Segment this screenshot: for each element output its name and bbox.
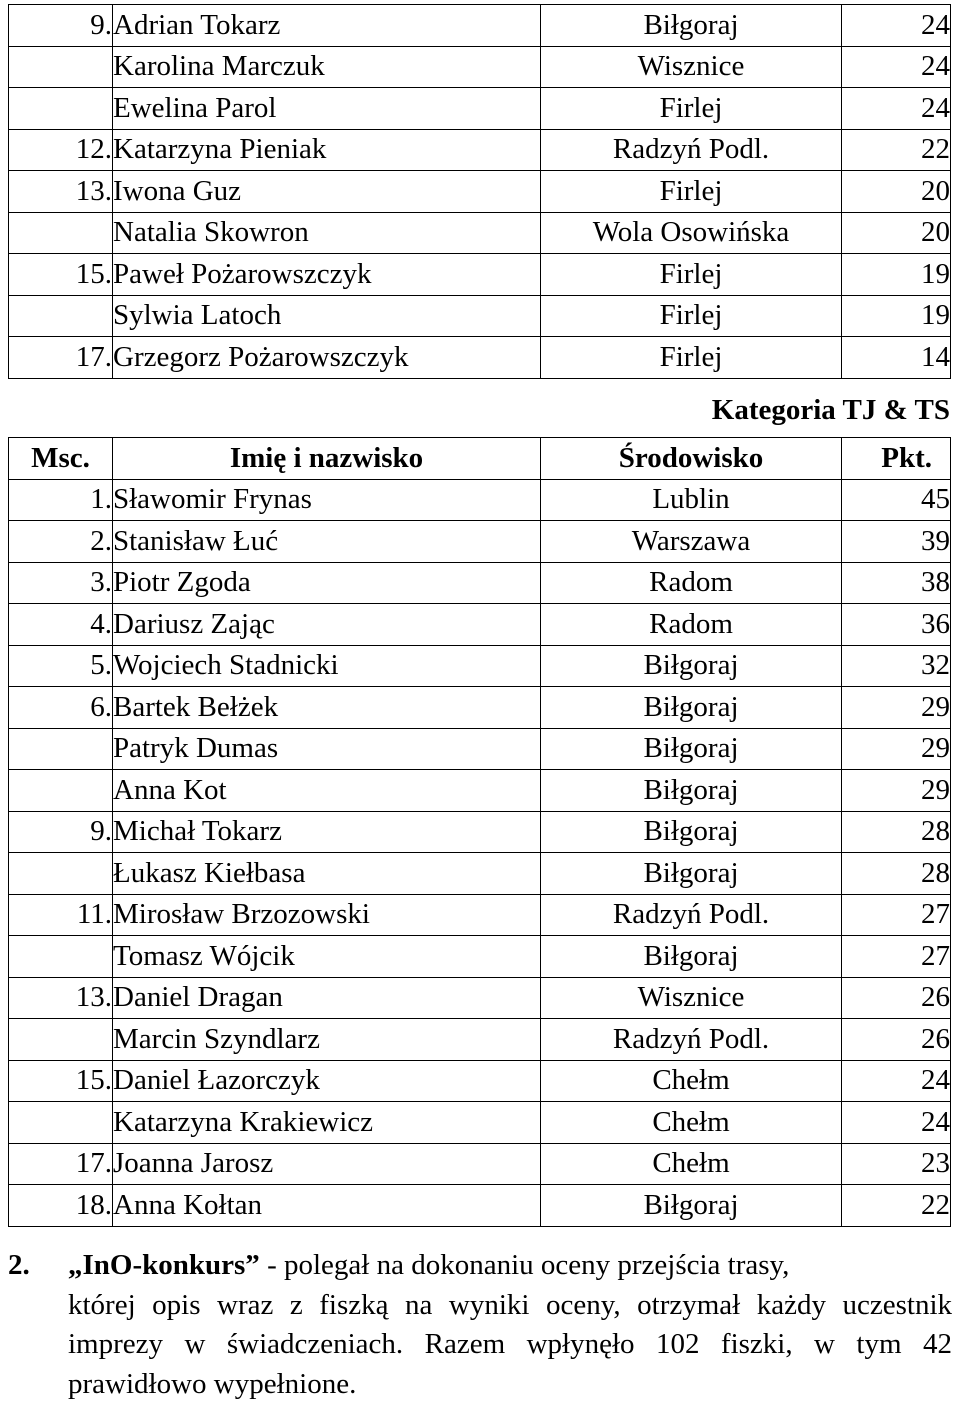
cell-environment: Biłgoraj — [541, 645, 842, 687]
table-row — [9, 254, 951, 296]
table-row — [9, 171, 951, 213]
cell-environment: Biłgoraj — [541, 1185, 842, 1227]
cell-place-rank: 11. — [9, 894, 113, 936]
cell-place-rank: 2. — [9, 521, 113, 563]
cell-environment: Wisznice — [541, 46, 842, 88]
cell-environment: Radzyń Podl. — [541, 129, 842, 171]
table-row — [9, 728, 951, 770]
cell-points: 19 — [842, 254, 951, 296]
cell-points: 38 — [842, 562, 951, 604]
cell-place-rank — [9, 46, 113, 88]
cell-environment: Radzyń Podl. — [541, 894, 842, 936]
table-row — [9, 212, 951, 254]
cell-points: 26 — [842, 977, 951, 1019]
table-row — [9, 853, 951, 895]
cell-points: 39 — [842, 521, 951, 563]
cell-environment: Chełm — [541, 1060, 842, 1102]
cell-place-rank — [9, 770, 113, 812]
cell-environment: Biłgoraj — [541, 728, 842, 770]
table-row — [9, 894, 951, 936]
table-row — [9, 129, 951, 171]
paragraph-text-rest: której opis wraz z fiszką na wyniki oceny, otrzymał każdy uczestnik imprezy w świadczeniach. Razem wpłynęło 102 fiszki, w tym 42 prawidłowo wypełnione. — [8, 1286, 952, 1404]
cell-name: Bartek Bełżek — [113, 687, 541, 729]
cell-place-rank: 5. — [9, 645, 113, 687]
paragraph-number: 2. — [8, 1246, 68, 1286]
table-row — [9, 1019, 951, 1061]
cell-place-rank — [9, 1102, 113, 1144]
cell-environment: Wisznice — [541, 977, 842, 1019]
cell-points: 45 — [842, 479, 951, 521]
cell-place-rank: 9. — [9, 5, 113, 47]
cell-name: Grzegorz Pożarowszczyk — [113, 337, 541, 379]
table-row — [9, 1143, 951, 1185]
cell-place-rank — [9, 1019, 113, 1061]
cell-name: Marcin Szyndlarz — [113, 1019, 541, 1061]
table-header-row — [9, 438, 951, 480]
cell-environment: Firlej — [541, 171, 842, 213]
cell-points: 28 — [842, 811, 951, 853]
cell-environment: Lublin — [541, 479, 842, 521]
header-place: Środowisko — [541, 438, 842, 480]
cell-environment: Biłgoraj — [541, 770, 842, 812]
cell-points: 28 — [842, 853, 951, 895]
cell-name: Anna Kot — [113, 770, 541, 812]
table-row — [9, 562, 951, 604]
ino-konkurs-paragraph — [8, 1246, 952, 1404]
cell-points: 22 — [842, 1185, 951, 1227]
cell-name: Adrian Tokarz — [113, 5, 541, 47]
cell-points: 24 — [842, 5, 951, 47]
table-row — [9, 1102, 951, 1144]
cell-name: Daniel Łazorczyk — [113, 1060, 541, 1102]
cell-name: Anna Kołtan — [113, 1185, 541, 1227]
cell-points: 22 — [842, 129, 951, 171]
cell-points: 24 — [842, 1060, 951, 1102]
cell-place-rank: 15. — [9, 254, 113, 296]
cell-name: Paweł Pożarowszczyk — [113, 254, 541, 296]
cell-place-rank — [9, 88, 113, 130]
cell-points: 14 — [842, 337, 951, 379]
cell-points: 27 — [842, 894, 951, 936]
cell-name: Katarzyna Krakiewicz — [113, 1102, 541, 1144]
table-row — [9, 977, 951, 1019]
cell-name: Łukasz Kiełbasa — [113, 853, 541, 895]
paragraph-text-first: - polegał na dokonaniu oceny przejścia trasy, — [260, 1249, 790, 1281]
cell-name: Tomasz Wójcik — [113, 936, 541, 978]
cell-environment: Firlej — [541, 88, 842, 130]
cell-environment: Firlej — [541, 254, 842, 296]
cell-name: Joanna Jarosz — [113, 1143, 541, 1185]
cell-points: 27 — [842, 936, 951, 978]
cell-name: Iwona Guz — [113, 171, 541, 213]
header-name: Imię i nazwisko — [113, 438, 541, 480]
cell-name: Mirosław Brzozowski — [113, 894, 541, 936]
cell-name: Patryk Dumas — [113, 728, 541, 770]
cell-place-rank: 4. — [9, 604, 113, 646]
cell-environment: Biłgoraj — [541, 853, 842, 895]
cell-place-rank: 6. — [9, 687, 113, 729]
cell-place-rank — [9, 936, 113, 978]
cell-points: 36 — [842, 604, 951, 646]
cell-environment: Biłgoraj — [541, 5, 842, 47]
cell-place-rank: 1. — [9, 479, 113, 521]
table-row — [9, 5, 951, 47]
table-row — [9, 687, 951, 729]
cell-environment: Radom — [541, 604, 842, 646]
table-row — [9, 604, 951, 646]
cell-points: 29 — [842, 770, 951, 812]
cell-place-rank: 18. — [9, 1185, 113, 1227]
table-row — [9, 295, 951, 337]
table-row — [9, 936, 951, 978]
cell-place-rank: 9. — [9, 811, 113, 853]
table-row — [9, 811, 951, 853]
cell-points: 24 — [842, 1102, 951, 1144]
cell-environment: Wola Osowińska — [541, 212, 842, 254]
cell-place-rank — [9, 212, 113, 254]
cell-place-rank: 15. — [9, 1060, 113, 1102]
table-row — [9, 645, 951, 687]
table-row — [9, 46, 951, 88]
header-msc: Msc. — [9, 438, 113, 480]
table-row — [9, 1185, 951, 1227]
cell-name: Stanisław Łuć — [113, 521, 541, 563]
table-row — [9, 337, 951, 379]
cell-name: Karolina Marczuk — [113, 46, 541, 88]
cell-points: 24 — [842, 46, 951, 88]
cell-place-rank — [9, 853, 113, 895]
cell-name: Wojciech Stadnicki — [113, 645, 541, 687]
cell-environment: Radom — [541, 562, 842, 604]
table-row — [9, 1060, 951, 1102]
cell-name: Sławomir Frynas — [113, 479, 541, 521]
cell-place-rank: 13. — [9, 171, 113, 213]
cell-environment: Chełm — [541, 1102, 842, 1144]
cell-place-rank: 17. — [9, 337, 113, 379]
cell-points: 19 — [842, 295, 951, 337]
category-title: Kategoria TJ & TS — [712, 394, 950, 427]
cell-place-rank: 17. — [9, 1143, 113, 1185]
cell-name: Sylwia Latoch — [113, 295, 541, 337]
cell-name: Ewelina Parol — [113, 88, 541, 130]
cell-environment: Warszawa — [541, 521, 842, 563]
cell-place-rank: 13. — [9, 977, 113, 1019]
cell-points: 24 — [842, 88, 951, 130]
cell-points: 26 — [842, 1019, 951, 1061]
table-row — [9, 521, 951, 563]
cell-environment: Firlej — [541, 295, 842, 337]
table-row — [9, 770, 951, 812]
cell-place-rank: 3. — [9, 562, 113, 604]
cell-points: 20 — [842, 212, 951, 254]
cell-name: Natalia Skowron — [113, 212, 541, 254]
paragraph-title: „InO-konkurs” — [68, 1249, 260, 1281]
cell-environment: Biłgoraj — [541, 811, 842, 853]
cell-place-rank — [9, 728, 113, 770]
cell-name: Michał Tokarz — [113, 811, 541, 853]
cell-name: Daniel Dragan — [113, 977, 541, 1019]
results-table-tj-ts — [8, 437, 951, 1227]
table-row — [9, 88, 951, 130]
cell-points: 20 — [842, 171, 951, 213]
cell-points: 23 — [842, 1143, 951, 1185]
cell-place-rank — [9, 295, 113, 337]
cell-points: 32 — [842, 645, 951, 687]
cell-environment: Radzyń Podl. — [541, 1019, 842, 1061]
cell-points: 29 — [842, 728, 951, 770]
cell-environment: Firlej — [541, 337, 842, 379]
cell-place-rank: 12. — [9, 129, 113, 171]
header-points: Pkt. — [842, 438, 951, 480]
cell-name: Piotr Zgoda — [113, 562, 541, 604]
results-table-continued — [8, 4, 951, 379]
cell-points: 29 — [842, 687, 951, 729]
cell-environment: Biłgoraj — [541, 936, 842, 978]
cell-name: Katarzyna Pieniak — [113, 129, 541, 171]
cell-environment: Chełm — [541, 1143, 842, 1185]
cell-name: Dariusz Zając — [113, 604, 541, 646]
cell-environment: Biłgoraj — [541, 687, 842, 729]
table-row — [9, 479, 951, 521]
